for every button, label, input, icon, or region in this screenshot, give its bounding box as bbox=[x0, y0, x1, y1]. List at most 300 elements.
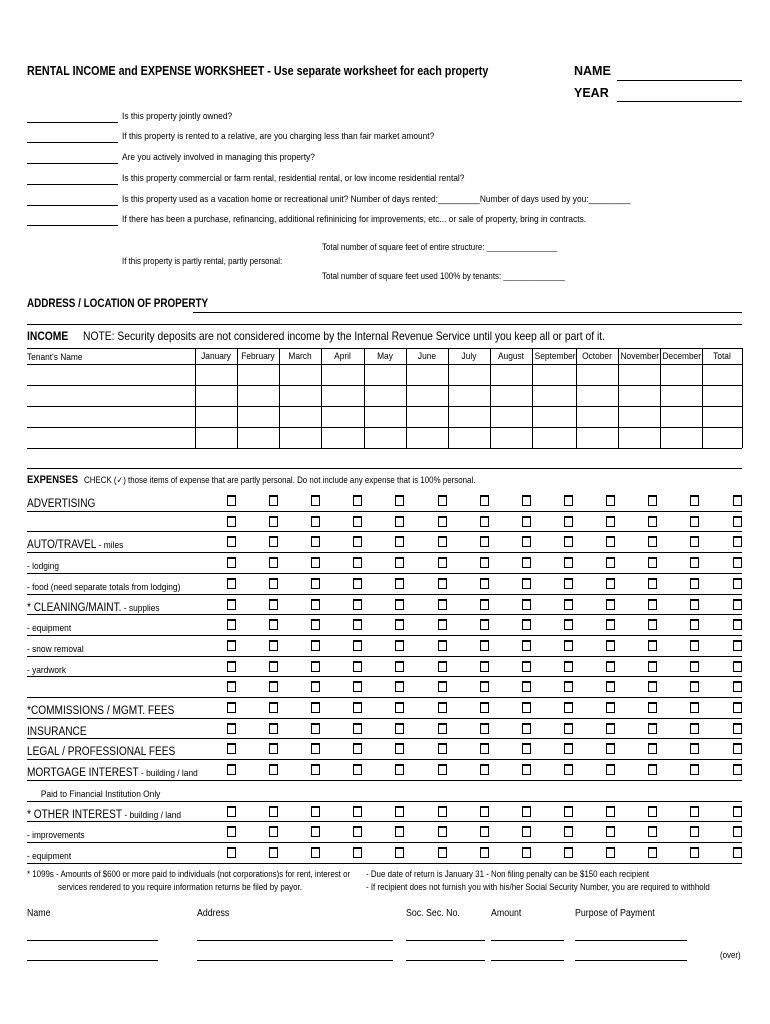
personal-use-checkbox[interactable] bbox=[648, 495, 657, 506]
personal-use-checkbox[interactable] bbox=[269, 516, 278, 527]
expense-row-label bbox=[27, 784, 160, 802]
personal-use-checkbox[interactable] bbox=[648, 599, 657, 610]
personal-use-checkbox[interactable] bbox=[690, 826, 699, 837]
month-header: April bbox=[334, 351, 351, 362]
personal-use-checkbox[interactable] bbox=[564, 557, 573, 568]
personal-use-checkbox[interactable] bbox=[227, 723, 236, 734]
personal-use-checkbox[interactable] bbox=[648, 702, 657, 713]
personal-use-checkbox[interactable] bbox=[269, 619, 278, 630]
income-column-line bbox=[618, 348, 619, 448]
personal-use-checkbox[interactable] bbox=[480, 702, 489, 713]
tenant-name-cell[interactable] bbox=[27, 406, 195, 427]
personal-use-checkbox[interactable] bbox=[564, 495, 573, 506]
personal-use-checkbox[interactable] bbox=[480, 764, 489, 775]
personal-use-checkbox[interactable] bbox=[311, 847, 320, 858]
personal-use-checkbox[interactable] bbox=[480, 661, 489, 672]
personal-use-checkbox[interactable] bbox=[522, 516, 531, 527]
personal-use-checkbox[interactable] bbox=[438, 723, 447, 734]
personal-use-checkbox[interactable] bbox=[395, 495, 404, 506]
personal-use-checkbox[interactable] bbox=[690, 578, 699, 589]
personal-use-checkbox[interactable] bbox=[311, 702, 320, 713]
personal-use-checkbox[interactable] bbox=[606, 661, 615, 672]
question-answer-field[interactable] bbox=[27, 163, 118, 164]
personal-use-checkbox[interactable] bbox=[648, 516, 657, 527]
expenses-label: EXPENSES bbox=[27, 474, 79, 486]
personal-use-checkbox[interactable] bbox=[690, 661, 699, 672]
personal-use-checkbox[interactable] bbox=[269, 681, 278, 692]
personal-use-checkbox[interactable] bbox=[606, 599, 615, 610]
personal-use-checkbox[interactable] bbox=[227, 806, 236, 817]
personal-use-checkbox[interactable] bbox=[564, 702, 573, 713]
expense-row-label bbox=[27, 618, 71, 636]
personal-use-checkbox[interactable] bbox=[353, 681, 362, 692]
personal-use-checkbox[interactable] bbox=[353, 806, 362, 817]
question-text: Is this property commercial or farm rental, residential rental, or low income residential rental? bbox=[122, 173, 465, 184]
personal-use-checkbox[interactable] bbox=[564, 661, 573, 672]
personal-use-checkbox[interactable] bbox=[480, 681, 489, 692]
footnote-1099-line2: services rendered to you require information returns be filed by payor. bbox=[58, 882, 302, 892]
personal-use-checkbox[interactable] bbox=[227, 826, 236, 837]
payee-name-header: Name bbox=[27, 908, 51, 919]
payee-entry-field[interactable] bbox=[197, 940, 393, 941]
personal-use-checkbox[interactable] bbox=[522, 723, 531, 734]
income-column-line bbox=[702, 348, 703, 448]
payee-address-header: Address bbox=[197, 908, 230, 919]
footnote-due-date: - Due date of return is January 31 - Non filing penalty can be $150 each recipient bbox=[366, 869, 650, 879]
personal-use-checkbox[interactable] bbox=[269, 723, 278, 734]
personal-use-checkbox[interactable] bbox=[269, 806, 278, 817]
personal-use-checkbox[interactable] bbox=[353, 764, 362, 775]
personal-use-checkbox[interactable] bbox=[648, 661, 657, 672]
personal-use-checkbox[interactable] bbox=[648, 826, 657, 837]
personal-use-checkbox[interactable] bbox=[733, 516, 742, 527]
personal-use-checkbox[interactable] bbox=[438, 619, 447, 630]
personal-use-checkbox[interactable] bbox=[395, 557, 404, 568]
personal-use-checkbox[interactable] bbox=[690, 702, 699, 713]
personal-use-checkbox[interactable] bbox=[648, 640, 657, 651]
personal-use-checkbox[interactable] bbox=[606, 764, 615, 775]
personal-use-checkbox[interactable] bbox=[438, 557, 447, 568]
personal-use-checkbox[interactable] bbox=[648, 847, 657, 858]
personal-use-checkbox[interactable] bbox=[311, 536, 320, 547]
personal-use-checkbox[interactable] bbox=[733, 806, 742, 817]
personal-use-checkbox[interactable] bbox=[733, 619, 742, 630]
personal-use-checkbox[interactable] bbox=[606, 619, 615, 630]
personal-use-checkbox[interactable] bbox=[395, 640, 404, 651]
personal-use-checkbox[interactable] bbox=[606, 640, 615, 651]
tenant-name-cell[interactable] bbox=[27, 427, 195, 448]
personal-use-checkbox[interactable] bbox=[395, 578, 404, 589]
personal-use-checkbox[interactable] bbox=[227, 661, 236, 672]
personal-use-checkbox[interactable] bbox=[269, 557, 278, 568]
income-column-line bbox=[742, 348, 743, 448]
payee-entry-field[interactable] bbox=[575, 960, 687, 961]
personal-use-checkbox[interactable] bbox=[311, 743, 320, 754]
personal-use-checkbox[interactable] bbox=[311, 640, 320, 651]
expense-row-label bbox=[27, 742, 175, 760]
personal-use-checkbox[interactable] bbox=[311, 599, 320, 610]
personal-use-checkbox[interactable] bbox=[353, 495, 362, 506]
personal-use-checkbox[interactable] bbox=[438, 764, 447, 775]
personal-use-checkbox[interactable] bbox=[648, 619, 657, 630]
partial-rental-label: If this property is partly rental, partly personal: bbox=[122, 256, 283, 266]
personal-use-checkbox[interactable] bbox=[269, 536, 278, 547]
personal-use-checkbox[interactable] bbox=[269, 847, 278, 858]
personal-use-checkbox[interactable] bbox=[480, 723, 489, 734]
personal-use-checkbox[interactable] bbox=[353, 661, 362, 672]
income-column-line bbox=[195, 348, 196, 448]
personal-use-checkbox[interactable] bbox=[353, 702, 362, 713]
personal-use-checkbox[interactable] bbox=[353, 743, 362, 754]
expense-subcategory: - equipment bbox=[27, 623, 72, 635]
personal-use-checkbox[interactable] bbox=[522, 536, 531, 547]
year-field[interactable] bbox=[617, 101, 742, 102]
tenant-name-cell[interactable] bbox=[27, 385, 195, 406]
personal-use-checkbox[interactable] bbox=[438, 681, 447, 692]
personal-use-checkbox[interactable] bbox=[269, 743, 278, 754]
personal-use-checkbox[interactable] bbox=[733, 743, 742, 754]
personal-use-checkbox[interactable] bbox=[522, 826, 531, 837]
personal-use-checkbox[interactable] bbox=[522, 764, 531, 775]
expense-category: INSURANCE bbox=[27, 725, 87, 738]
personal-use-checkbox[interactable] bbox=[522, 578, 531, 589]
personal-use-checkbox[interactable] bbox=[311, 723, 320, 734]
expense-row-label bbox=[27, 722, 87, 740]
personal-use-checkbox[interactable] bbox=[564, 681, 573, 692]
payee-entry-field[interactable] bbox=[406, 960, 485, 961]
personal-use-checkbox[interactable] bbox=[480, 557, 489, 568]
personal-use-checkbox[interactable] bbox=[227, 847, 236, 858]
personal-use-checkbox[interactable] bbox=[311, 495, 320, 506]
personal-use-checkbox[interactable] bbox=[564, 516, 573, 527]
personal-use-checkbox[interactable] bbox=[733, 681, 742, 692]
personal-use-checkbox[interactable] bbox=[690, 536, 699, 547]
month-header: September bbox=[534, 351, 576, 362]
expense-subcategory: - supplies bbox=[121, 602, 160, 614]
personal-use-checkbox[interactable] bbox=[733, 536, 742, 547]
month-header: June bbox=[417, 351, 437, 362]
expense-subcategory: Paid to Financial Institution Only bbox=[27, 788, 161, 800]
personal-use-checkbox[interactable] bbox=[311, 516, 320, 527]
expense-row-label bbox=[27, 825, 85, 843]
personal-use-checkbox[interactable] bbox=[648, 557, 657, 568]
personal-use-checkbox[interactable] bbox=[522, 495, 531, 506]
personal-use-checkbox[interactable] bbox=[690, 847, 699, 858]
income-column-line bbox=[490, 348, 491, 448]
income-row-line bbox=[27, 448, 742, 449]
personal-use-checkbox[interactable] bbox=[227, 599, 236, 610]
name-field[interactable] bbox=[617, 80, 742, 81]
personal-use-checkbox[interactable] bbox=[227, 516, 236, 527]
month-header: December bbox=[662, 351, 702, 362]
personal-use-checkbox[interactable] bbox=[438, 806, 447, 817]
question-answer-field[interactable] bbox=[27, 205, 118, 206]
personal-use-checkbox[interactable] bbox=[480, 640, 489, 651]
payee-entry-field[interactable] bbox=[491, 940, 564, 941]
personal-use-checkbox[interactable] bbox=[438, 495, 447, 506]
personal-use-checkbox[interactable] bbox=[395, 619, 404, 630]
personal-use-checkbox[interactable] bbox=[480, 743, 489, 754]
personal-use-checkbox[interactable] bbox=[353, 557, 362, 568]
personal-use-checkbox[interactable] bbox=[480, 619, 489, 630]
personal-use-checkbox[interactable] bbox=[353, 536, 362, 547]
personal-use-checkbox[interactable] bbox=[690, 619, 699, 630]
personal-use-checkbox[interactable] bbox=[606, 702, 615, 713]
personal-use-checkbox[interactable] bbox=[522, 847, 531, 858]
personal-use-checkbox[interactable] bbox=[395, 536, 404, 547]
personal-use-checkbox[interactable] bbox=[606, 516, 615, 527]
personal-use-checkbox[interactable] bbox=[353, 516, 362, 527]
expense-subcategory: - improvements bbox=[27, 830, 85, 842]
personal-use-checkbox[interactable] bbox=[227, 619, 236, 630]
tenant-name-header: Tenant's Name bbox=[27, 352, 83, 363]
expense-row-line bbox=[27, 842, 742, 843]
personal-use-checkbox[interactable] bbox=[564, 578, 573, 589]
personal-use-checkbox[interactable] bbox=[269, 599, 278, 610]
payee-entry-field[interactable] bbox=[27, 940, 158, 941]
personal-use-checkbox[interactable] bbox=[522, 702, 531, 713]
personal-use-checkbox[interactable] bbox=[269, 495, 278, 506]
personal-use-checkbox[interactable] bbox=[395, 681, 404, 692]
personal-use-checkbox[interactable] bbox=[311, 806, 320, 817]
personal-use-checkbox[interactable] bbox=[522, 681, 531, 692]
over-label: (over) bbox=[720, 950, 741, 960]
personal-use-checkbox[interactable] bbox=[733, 702, 742, 713]
personal-use-checkbox[interactable] bbox=[648, 723, 657, 734]
personal-use-checkbox[interactable] bbox=[438, 743, 447, 754]
income-note: NOTE: Security deposits are not considered income by the Internal Revenue Service until you keep all or part of it. bbox=[83, 329, 606, 343]
tenant-sqft-line[interactable]: Total number of square feet used 100% by tenants: ______________ bbox=[322, 271, 566, 281]
question-answer-field[interactable] bbox=[27, 142, 118, 143]
personal-use-checkbox[interactable] bbox=[227, 681, 236, 692]
personal-use-checkbox[interactable] bbox=[395, 599, 404, 610]
personal-use-checkbox[interactable] bbox=[606, 681, 615, 692]
personal-use-checkbox[interactable] bbox=[522, 619, 531, 630]
payee-entry-field[interactable] bbox=[575, 940, 687, 941]
personal-use-checkbox[interactable] bbox=[438, 847, 447, 858]
personal-use-checkbox[interactable] bbox=[353, 640, 362, 651]
personal-use-checkbox[interactable] bbox=[522, 640, 531, 651]
personal-use-checkbox[interactable] bbox=[690, 681, 699, 692]
address-field[interactable] bbox=[193, 312, 742, 313]
personal-use-checkbox[interactable] bbox=[353, 578, 362, 589]
personal-use-checkbox[interactable] bbox=[606, 847, 615, 858]
personal-use-checkbox[interactable] bbox=[480, 516, 489, 527]
personal-use-checkbox[interactable] bbox=[606, 578, 615, 589]
personal-use-checkbox[interactable] bbox=[227, 640, 236, 651]
total-sqft-line[interactable]: Total number of square feet of entire structure: ________________ bbox=[322, 242, 558, 252]
expense-row-label bbox=[27, 639, 84, 657]
personal-use-checkbox[interactable] bbox=[395, 661, 404, 672]
personal-use-checkbox[interactable] bbox=[395, 723, 404, 734]
personal-use-checkbox[interactable] bbox=[269, 702, 278, 713]
personal-use-checkbox[interactable] bbox=[227, 743, 236, 754]
personal-use-checkbox[interactable] bbox=[353, 723, 362, 734]
personal-use-checkbox[interactable] bbox=[648, 806, 657, 817]
personal-use-checkbox[interactable] bbox=[353, 847, 362, 858]
personal-use-checkbox[interactable] bbox=[733, 578, 742, 589]
name-label: NAME bbox=[574, 64, 611, 78]
month-header: May bbox=[377, 351, 393, 362]
personal-use-checkbox[interactable] bbox=[311, 557, 320, 568]
personal-use-checkbox[interactable] bbox=[690, 495, 699, 506]
expense-row-line bbox=[27, 656, 742, 657]
personal-use-checkbox[interactable] bbox=[353, 826, 362, 837]
personal-use-checkbox[interactable] bbox=[269, 640, 278, 651]
personal-use-checkbox[interactable] bbox=[690, 640, 699, 651]
personal-use-checkbox[interactable] bbox=[690, 723, 699, 734]
personal-use-checkbox[interactable] bbox=[269, 826, 278, 837]
personal-use-checkbox[interactable] bbox=[522, 557, 531, 568]
personal-use-checkbox[interactable] bbox=[522, 661, 531, 672]
personal-use-checkbox[interactable] bbox=[564, 640, 573, 651]
personal-use-checkbox[interactable] bbox=[564, 723, 573, 734]
personal-use-checkbox[interactable] bbox=[227, 578, 236, 589]
personal-use-checkbox[interactable] bbox=[564, 806, 573, 817]
question-answer-field[interactable] bbox=[27, 225, 118, 226]
personal-use-checkbox[interactable] bbox=[690, 557, 699, 568]
personal-use-checkbox[interactable] bbox=[480, 578, 489, 589]
income-column-line bbox=[576, 348, 577, 448]
personal-use-checkbox[interactable] bbox=[227, 536, 236, 547]
personal-use-checkbox[interactable] bbox=[480, 806, 489, 817]
expense-subcategory: - food (need separate totals from lodging) bbox=[27, 581, 181, 593]
personal-use-checkbox[interactable] bbox=[480, 599, 489, 610]
personal-use-checkbox[interactable] bbox=[564, 826, 573, 837]
personal-use-checkbox[interactable] bbox=[353, 619, 362, 630]
personal-use-checkbox[interactable] bbox=[690, 764, 699, 775]
income-column-line bbox=[532, 348, 533, 448]
personal-use-checkbox[interactable] bbox=[564, 599, 573, 610]
personal-use-checkbox[interactable] bbox=[564, 619, 573, 630]
personal-use-checkbox[interactable] bbox=[522, 806, 531, 817]
month-header: March bbox=[288, 351, 312, 362]
personal-use-checkbox[interactable] bbox=[733, 826, 742, 837]
question-answer-field[interactable] bbox=[27, 184, 118, 185]
personal-use-checkbox[interactable] bbox=[395, 516, 404, 527]
personal-use-checkbox[interactable] bbox=[438, 536, 447, 547]
personal-use-checkbox[interactable] bbox=[606, 806, 615, 817]
personal-use-checkbox[interactable] bbox=[564, 847, 573, 858]
expense-subcategory: - building / land bbox=[138, 768, 198, 780]
personal-use-checkbox[interactable] bbox=[564, 536, 573, 547]
expense-row-line bbox=[27, 635, 742, 636]
income-column-line bbox=[321, 348, 322, 448]
personal-use-checkbox[interactable] bbox=[480, 847, 489, 858]
personal-use-checkbox[interactable] bbox=[311, 764, 320, 775]
income-column-line bbox=[448, 348, 449, 448]
personal-use-checkbox[interactable] bbox=[395, 826, 404, 837]
personal-use-checkbox[interactable] bbox=[648, 743, 657, 754]
tenant-name-cell[interactable] bbox=[27, 364, 195, 385]
personal-use-checkbox[interactable] bbox=[480, 826, 489, 837]
payee-entry-field[interactable] bbox=[197, 960, 393, 961]
personal-use-checkbox[interactable] bbox=[733, 495, 742, 506]
personal-use-checkbox[interactable] bbox=[690, 743, 699, 754]
personal-use-checkbox[interactable] bbox=[269, 764, 278, 775]
personal-use-checkbox[interactable] bbox=[438, 640, 447, 651]
personal-use-checkbox[interactable] bbox=[648, 578, 657, 589]
personal-use-checkbox[interactable] bbox=[227, 702, 236, 713]
personal-use-checkbox[interactable] bbox=[606, 495, 615, 506]
personal-use-checkbox[interactable] bbox=[690, 516, 699, 527]
personal-use-checkbox[interactable] bbox=[395, 764, 404, 775]
personal-use-checkbox[interactable] bbox=[733, 661, 742, 672]
personal-use-checkbox[interactable] bbox=[311, 619, 320, 630]
personal-use-checkbox[interactable] bbox=[690, 599, 699, 610]
month-header: January bbox=[201, 351, 231, 362]
personal-use-checkbox[interactable] bbox=[606, 723, 615, 734]
personal-use-checkbox[interactable] bbox=[395, 743, 404, 754]
personal-use-checkbox[interactable] bbox=[522, 743, 531, 754]
personal-use-checkbox[interactable] bbox=[564, 743, 573, 754]
question-text: If there has been a purchase, refinancing, additional refininicing for improvements, etc... or sale of property, bring in contracts. bbox=[122, 214, 587, 225]
personal-use-checkbox[interactable] bbox=[438, 516, 447, 527]
expense-subcategory: - miles bbox=[96, 540, 124, 552]
personal-use-checkbox[interactable] bbox=[480, 536, 489, 547]
personal-use-checkbox[interactable] bbox=[438, 661, 447, 672]
personal-use-checkbox[interactable] bbox=[564, 764, 573, 775]
personal-use-checkbox[interactable] bbox=[438, 826, 447, 837]
personal-use-checkbox[interactable] bbox=[522, 599, 531, 610]
personal-use-checkbox[interactable] bbox=[311, 578, 320, 589]
personal-use-checkbox[interactable] bbox=[606, 557, 615, 568]
personal-use-checkbox[interactable] bbox=[733, 723, 742, 734]
personal-use-checkbox[interactable] bbox=[395, 702, 404, 713]
personal-use-checkbox[interactable] bbox=[438, 702, 447, 713]
personal-use-checkbox[interactable] bbox=[269, 578, 278, 589]
personal-use-checkbox[interactable] bbox=[311, 661, 320, 672]
personal-use-checkbox[interactable] bbox=[227, 557, 236, 568]
personal-use-checkbox[interactable] bbox=[648, 764, 657, 775]
personal-use-checkbox[interactable] bbox=[648, 681, 657, 692]
income-column-line bbox=[406, 348, 407, 448]
personal-use-checkbox[interactable] bbox=[648, 536, 657, 547]
personal-use-checkbox[interactable] bbox=[438, 578, 447, 589]
personal-use-checkbox[interactable] bbox=[438, 599, 447, 610]
personal-use-checkbox[interactable] bbox=[606, 536, 615, 547]
personal-use-checkbox[interactable] bbox=[480, 495, 489, 506]
personal-use-checkbox[interactable] bbox=[395, 847, 404, 858]
question-text: Are you actively involved in managing this property? bbox=[122, 152, 315, 163]
personal-use-checkbox[interactable] bbox=[395, 806, 404, 817]
personal-use-checkbox[interactable] bbox=[269, 661, 278, 672]
personal-use-checkbox[interactable] bbox=[311, 826, 320, 837]
expense-subcategory: - building / land bbox=[122, 809, 182, 821]
personal-use-checkbox[interactable] bbox=[733, 764, 742, 775]
personal-use-checkbox[interactable] bbox=[353, 599, 362, 610]
personal-use-checkbox[interactable] bbox=[227, 764, 236, 775]
month-header: October bbox=[582, 351, 612, 362]
personal-use-checkbox[interactable] bbox=[227, 495, 236, 506]
personal-use-checkbox[interactable] bbox=[733, 599, 742, 610]
personal-use-checkbox[interactable] bbox=[606, 743, 615, 754]
personal-use-checkbox[interactable] bbox=[606, 826, 615, 837]
expense-row-label bbox=[27, 577, 180, 595]
payee-entry-field[interactable] bbox=[406, 940, 485, 941]
personal-use-checkbox[interactable] bbox=[733, 557, 742, 568]
expense-subcategory: - equipment bbox=[27, 850, 72, 862]
personal-use-checkbox[interactable] bbox=[690, 806, 699, 817]
payee-entry-field[interactable] bbox=[491, 960, 564, 961]
personal-use-checkbox[interactable] bbox=[733, 847, 742, 858]
personal-use-checkbox[interactable] bbox=[733, 640, 742, 651]
expense-row-line bbox=[27, 738, 742, 739]
personal-use-checkbox[interactable] bbox=[311, 681, 320, 692]
month-header: July bbox=[461, 351, 477, 362]
payee-entry-field[interactable] bbox=[27, 960, 158, 961]
question-answer-field[interactable] bbox=[27, 122, 118, 123]
